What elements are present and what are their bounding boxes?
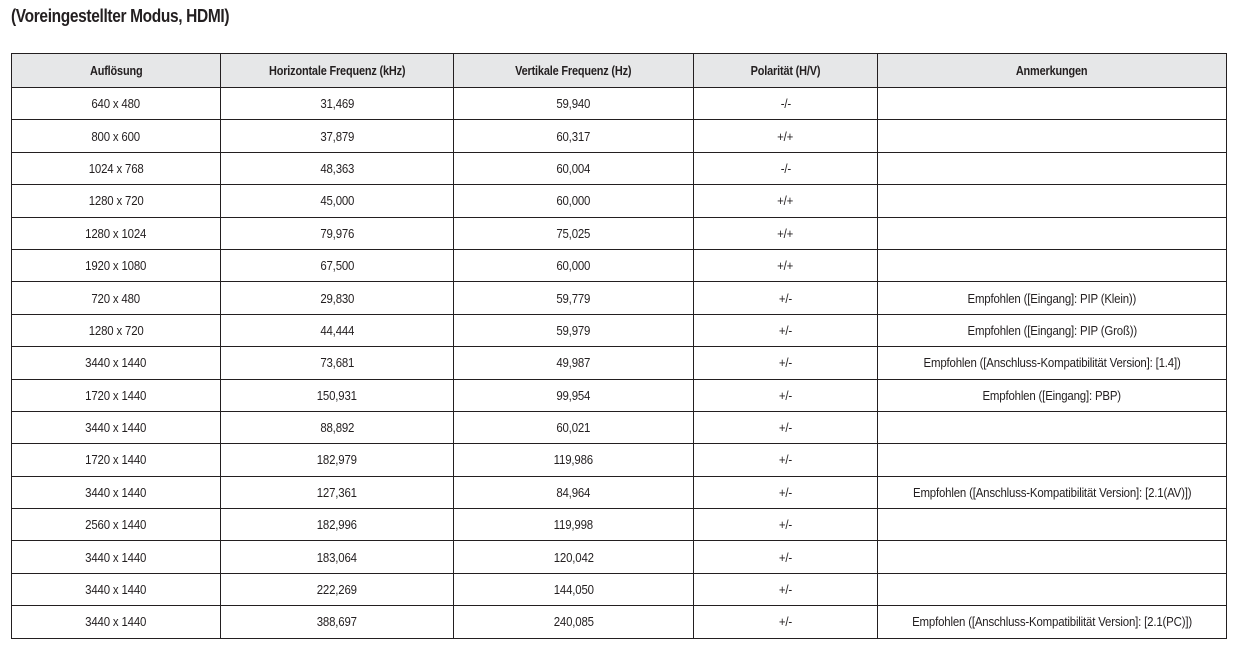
- cell-text: 3440 x 1440: [85, 484, 147, 500]
- cell-text: 182,979: [316, 452, 358, 468]
- table-row: [12, 120, 1227, 152]
- cell-text: +/-: [778, 549, 793, 565]
- cell-text: 1280 x 720: [88, 322, 144, 338]
- resolution-cell: [12, 573, 221, 605]
- cell-text: 127,361: [316, 484, 358, 500]
- cell-text: +/-: [778, 355, 793, 371]
- vertical-frequency-cell: [454, 573, 694, 605]
- resolution-cell: [12, 379, 221, 411]
- cell-text: 144,050: [553, 582, 594, 598]
- horizontal-frequency-cell: [221, 573, 454, 605]
- cell-text: +/-: [778, 517, 793, 533]
- header-label: Horizontale Frequenz (kHz): [268, 63, 406, 78]
- cell-text: 59,779: [556, 290, 591, 306]
- vertical-frequency-cell: [454, 411, 694, 443]
- table-row: [12, 314, 1227, 346]
- table-row: [12, 411, 1227, 443]
- polarity-cell: [694, 282, 878, 314]
- resolution-cell: [12, 185, 221, 217]
- cell-text: +/-: [778, 290, 793, 306]
- remarks-cell: [878, 541, 1227, 573]
- horizontal-frequency-cell: [221, 411, 454, 443]
- vertical-frequency-cell: [454, 444, 694, 476]
- cell-text: 800 x 600: [91, 128, 141, 144]
- cell-text: 120,042: [553, 549, 594, 565]
- header-resolution: [12, 54, 221, 88]
- cell-text: +/-: [778, 582, 793, 598]
- table-row: [12, 476, 1227, 508]
- vertical-frequency-cell: [454, 282, 694, 314]
- polarity-cell: [694, 476, 878, 508]
- cell-text: 60,317: [556, 128, 591, 144]
- vertical-frequency-cell: [454, 509, 694, 541]
- remarks-cell: [878, 152, 1227, 184]
- horizontal-frequency-cell: [221, 476, 454, 508]
- table-row: [12, 152, 1227, 184]
- polarity-cell: [694, 541, 878, 573]
- header-label: Polarität (H/V): [750, 63, 821, 78]
- cell-text: -/-: [780, 160, 791, 176]
- horizontal-frequency-cell: [221, 347, 454, 379]
- vertical-frequency-cell: [454, 185, 694, 217]
- cell-text: 119,986: [553, 452, 594, 468]
- header-label: Anmerkungen: [1016, 63, 1088, 78]
- resolution-cell: [12, 541, 221, 573]
- page-title: (Voreingestellter Modus, HDMI): [11, 6, 230, 26]
- cell-text: +/+: [777, 258, 794, 274]
- horizontal-frequency-cell: [221, 88, 454, 120]
- polarity-cell: [694, 379, 878, 411]
- cell-text: 79,976: [320, 225, 354, 241]
- table-row: [12, 444, 1227, 476]
- remarks-cell: [878, 379, 1227, 411]
- vertical-frequency-cell: [454, 152, 694, 184]
- cell-text: 3440 x 1440: [85, 582, 147, 598]
- vertical-frequency-cell: [454, 541, 694, 573]
- vertical-frequency-cell: [454, 249, 694, 281]
- preset-mode-table: [11, 53, 1227, 639]
- cell-text: +/-: [778, 484, 793, 500]
- table-row: [12, 541, 1227, 573]
- header-label: Auflösung: [89, 63, 143, 78]
- vertical-frequency-cell: [454, 606, 694, 638]
- remarks-cell: [878, 509, 1227, 541]
- table-body: [12, 88, 1227, 639]
- table-row: [12, 282, 1227, 314]
- header-polarity: [694, 54, 878, 88]
- cell-text: -/-: [780, 96, 791, 112]
- resolution-cell: [12, 347, 221, 379]
- cell-text: Empfohlen ([Anschluss-Kompatibilität Version]: [1.4]): [923, 355, 1181, 371]
- polarity-cell: [694, 314, 878, 346]
- cell-text: +/-: [778, 614, 793, 630]
- resolution-cell: [12, 476, 221, 508]
- remarks-cell: [878, 249, 1227, 281]
- remarks-cell: [878, 606, 1227, 638]
- remarks-cell: [878, 347, 1227, 379]
- resolution-cell: [12, 120, 221, 152]
- remarks-cell: [878, 444, 1227, 476]
- cell-text: 37,879: [320, 128, 354, 144]
- horizontal-frequency-cell: [221, 217, 454, 249]
- cell-text: 2560 x 1440: [85, 517, 147, 533]
- horizontal-frequency-cell: [221, 185, 454, 217]
- cell-text: 75,025: [556, 225, 591, 241]
- remarks-cell: [878, 573, 1227, 605]
- table-row: [12, 379, 1227, 411]
- cell-text: 49,987: [556, 355, 591, 371]
- cell-text: 720 x 480: [91, 290, 141, 306]
- polarity-cell: [694, 249, 878, 281]
- horizontal-frequency-cell: [221, 282, 454, 314]
- vertical-frequency-cell: [454, 476, 694, 508]
- remarks-cell: [878, 217, 1227, 249]
- cell-text: 88,892: [320, 420, 354, 436]
- cell-text: 67,500: [320, 258, 354, 274]
- cell-text: 31,469: [320, 96, 354, 112]
- polarity-cell: [694, 347, 878, 379]
- table-row: [12, 185, 1227, 217]
- cell-text: 59,940: [556, 96, 591, 112]
- table-row: [12, 606, 1227, 638]
- horizontal-frequency-cell: [221, 509, 454, 541]
- resolution-cell: [12, 444, 221, 476]
- polarity-cell: [694, 217, 878, 249]
- cell-text: 73,681: [320, 355, 354, 371]
- cell-text: +/-: [778, 322, 793, 338]
- polarity-cell: [694, 573, 878, 605]
- cell-text: 29,830: [320, 290, 354, 306]
- header-row: [12, 54, 1227, 88]
- resolution-cell: [12, 411, 221, 443]
- horizontal-frequency-cell: [221, 152, 454, 184]
- remarks-cell: [878, 411, 1227, 443]
- resolution-cell: [12, 314, 221, 346]
- vertical-frequency-cell: [454, 379, 694, 411]
- horizontal-frequency-cell: [221, 120, 454, 152]
- cell-text: 1024 x 768: [88, 160, 144, 176]
- header-vertical-frequency: [454, 54, 694, 88]
- cell-text: 182,996: [316, 517, 358, 533]
- resolution-cell: [12, 217, 221, 249]
- horizontal-frequency-cell: [221, 541, 454, 573]
- remarks-cell: [878, 88, 1227, 120]
- header-label: Vertikale Frequenz (Hz): [515, 63, 632, 78]
- cell-text: 45,000: [320, 193, 354, 209]
- table-row: [12, 88, 1227, 120]
- cell-text: Empfohlen ([Anschluss-Kompatibilität Version]: [2.1(AV)]): [912, 484, 1192, 500]
- cell-text: 388,697: [316, 614, 358, 630]
- resolution-cell: [12, 606, 221, 638]
- cell-text: 222,269: [316, 582, 358, 598]
- cell-text: 1920 x 1080: [85, 258, 147, 274]
- resolution-cell: [12, 249, 221, 281]
- resolution-cell: [12, 282, 221, 314]
- polarity-cell: [694, 509, 878, 541]
- table-row: [12, 347, 1227, 379]
- horizontal-frequency-cell: [221, 379, 454, 411]
- vertical-frequency-cell: [454, 88, 694, 120]
- cell-text: 150,931: [316, 387, 358, 403]
- resolution-cell: [12, 88, 221, 120]
- cell-text: +/-: [778, 420, 793, 436]
- header-remarks: [878, 54, 1227, 88]
- vertical-frequency-cell: [454, 314, 694, 346]
- cell-text: 119,998: [553, 517, 594, 533]
- cell-text: Empfohlen ([Anschluss-Kompatibilität Version]: [2.1(PC)]): [912, 614, 1192, 630]
- polarity-cell: [694, 606, 878, 638]
- cell-text: 48,363: [320, 160, 354, 176]
- cell-text: 60,000: [556, 258, 591, 274]
- header-horizontal-frequency: [221, 54, 454, 88]
- table-row: [12, 573, 1227, 605]
- cell-text: 3440 x 1440: [85, 420, 147, 436]
- resolution-cell: [12, 509, 221, 541]
- resolution-cell: [12, 152, 221, 184]
- cell-text: 3440 x 1440: [85, 549, 147, 565]
- cell-text: 44,444: [320, 322, 354, 338]
- cell-text: +/+: [777, 128, 794, 144]
- remarks-cell: [878, 476, 1227, 508]
- cell-text: 240,085: [553, 614, 594, 630]
- table-header: [12, 54, 1227, 88]
- cell-text: 3440 x 1440: [85, 614, 147, 630]
- table-row: [12, 217, 1227, 249]
- cell-text: Empfohlen ([Eingang]: PIP (Klein)): [967, 290, 1137, 306]
- polarity-cell: [694, 185, 878, 217]
- cell-text: 3440 x 1440: [85, 355, 147, 371]
- cell-text: +/-: [778, 452, 793, 468]
- cell-text: Empfohlen ([Eingang]: PBP): [982, 387, 1122, 403]
- cell-text: 99,954: [556, 387, 591, 403]
- cell-text: 1720 x 1440: [85, 452, 147, 468]
- polarity-cell: [694, 152, 878, 184]
- cell-text: 640 x 480: [91, 96, 141, 112]
- cell-text: 60,004: [556, 160, 591, 176]
- remarks-cell: [878, 185, 1227, 217]
- cell-text: 1720 x 1440: [85, 387, 147, 403]
- cell-text: +/+: [777, 193, 794, 209]
- cell-text: 60,021: [556, 420, 591, 436]
- polarity-cell: [694, 88, 878, 120]
- horizontal-frequency-cell: [221, 444, 454, 476]
- cell-text: +/-: [778, 387, 793, 403]
- polarity-cell: [694, 120, 878, 152]
- cell-text: 1280 x 720: [88, 193, 144, 209]
- remarks-cell: [878, 314, 1227, 346]
- vertical-frequency-cell: [454, 120, 694, 152]
- remarks-cell: [878, 120, 1227, 152]
- cell-text: 59,979: [556, 322, 591, 338]
- vertical-frequency-cell: [454, 347, 694, 379]
- cell-text: 183,064: [316, 549, 358, 565]
- cell-text: 1280 x 1024: [85, 225, 147, 241]
- cell-text: Empfohlen ([Eingang]: PIP (Groß)): [967, 322, 1137, 338]
- horizontal-frequency-cell: [221, 314, 454, 346]
- cell-text: 60,000: [556, 193, 591, 209]
- vertical-frequency-cell: [454, 217, 694, 249]
- cell-text: +/+: [777, 225, 794, 241]
- remarks-cell: [878, 282, 1227, 314]
- horizontal-frequency-cell: [221, 249, 454, 281]
- table-row: [12, 249, 1227, 281]
- horizontal-frequency-cell: [221, 606, 454, 638]
- cell-text: 84,964: [556, 484, 591, 500]
- polarity-cell: [694, 444, 878, 476]
- polarity-cell: [694, 411, 878, 443]
- table-row: [12, 509, 1227, 541]
